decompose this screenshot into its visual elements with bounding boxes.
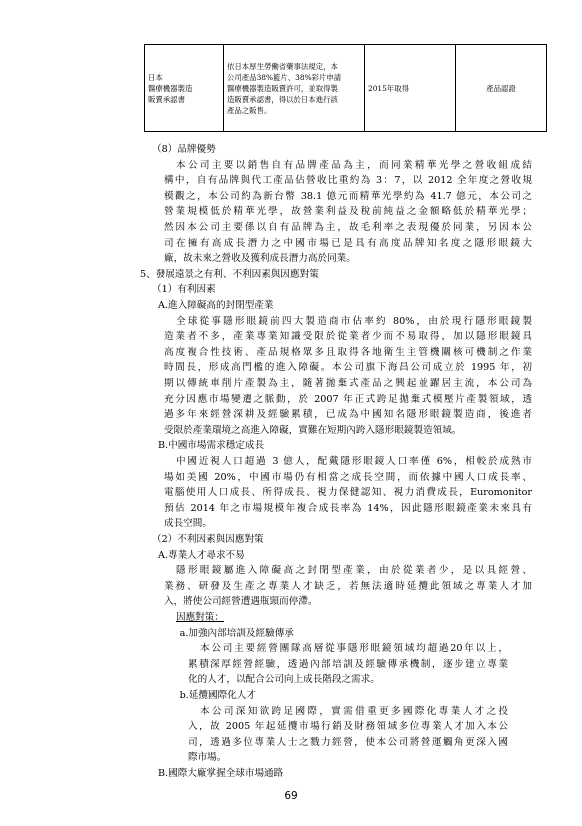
underlined-heading: 因應對策：: [176, 612, 224, 623]
text-line: A.進入障礙高的封閉型產業: [158, 300, 274, 311]
text-line: 司，透過多位專業人士之戮力經營，使本公司將營運觸角更深入國: [188, 736, 508, 748]
text-line: 全球從事隱形眼鏡前四大製造商市佔率約 80%，由於現行隱形眼鏡製: [176, 315, 532, 327]
text-line: 造業者不多，產業專業知識受限於從業者少而不易取得，加以隱形眼鏡具: [164, 331, 532, 343]
text-line: 廠，故未來之營收及獲利成長潛力高於同業。: [164, 253, 356, 265]
text-line: 本公司深知欲跨足國際，實需借重更多國際化專業人才之投: [200, 705, 508, 717]
text-line: 隱形眼鏡屬進入障礙高之封閉型產業，由於從業者少，是以具經營、: [176, 565, 532, 577]
text-line: 然因本公司主要係以自有品牌為主，故毛利率之表現優於同業，另因本公: [164, 222, 532, 233]
text-line: 業務、研發及生產之專業人才缺乏，若無法適時延攬此領域之專業人才加: [164, 580, 532, 592]
text-line: 預估 2014 年之市場規模年複合成長率為 14%，因此隱形眼鏡產業未來具有: [164, 502, 532, 514]
cert-description-cell: [224, 45, 365, 132]
text-line: 中國近視人口超過 3 億人，配戴隱形眼鏡人口率僅 6%，相較於成熟市: [176, 456, 532, 467]
cell-line: 醫療機器製造販賣許可，並取得製: [227, 83, 338, 93]
text-line: b.延攬國際化人才: [179, 690, 256, 701]
cert-type-cell: 產品認證: [456, 45, 547, 132]
text-line: 過多年來經營深耕及經驗累積，已成為中國知名隱形眼鏡製造商，後進者: [164, 409, 532, 421]
text-line: 期以傳統車削片產製為主，隨著拋棄式產品之興起並躍居主流，本公司為: [164, 378, 532, 389]
table-row: [145, 45, 547, 132]
text-line: 構中，自有品牌與代工產品佔營收比重約為 3：7，以 2012 全年度之營收規: [164, 175, 532, 187]
text-line: a.加強內部培訓及經驗傳承: [179, 627, 294, 639]
cell-line: 販賣承認書: [148, 94, 185, 104]
text-line: 本公司主要經營團隊高層從事隱形眼鏡領域均超過20年以上，: [200, 643, 508, 655]
text-line: 司在擁有高成長潛力之中國市場已是具有高度品牌知名度之隱形眼鏡大: [164, 237, 532, 249]
text-line: （8）品牌優勢: [152, 144, 216, 155]
cell-line: 日本: [148, 72, 163, 82]
text-line: 際市場。: [188, 752, 227, 764]
text-line: 場如美國 20%，中國市場仍有相當之成長空間，而依據中國人口成長率、: [164, 471, 532, 483]
text-line: （2）不利因素與因應對策: [152, 534, 264, 545]
text-line: 電腦使用人口成長、所得成長、視力保健認知、視力消費成長，Euromonitor: [164, 487, 532, 499]
text-line: B.國際大廠掌握全球市場通路: [158, 768, 284, 779]
text-line: 累積深厚經營經驗，透過內部培訓及經驗傳承機制，逐步建立專業: [188, 658, 508, 670]
text-line: 受限於產業環境之高進入障礙，實難在短期內跨入隱形眼鏡製造領域。: [164, 424, 462, 436]
cert-name-cell: [145, 45, 224, 132]
text-line: 模觀之，本公司約為新台幣 38.1 億元而精華光學約為 41.7 億元，本公司之: [164, 190, 532, 202]
text-line: 時間長，形成高門檻的進入障礙。本公司旗下海昌公司成立於 1995 年，初: [164, 362, 532, 374]
text-line: A.專業人才尋求不易: [158, 549, 245, 561]
text-line: （1）有利因素: [152, 284, 216, 296]
text-line: B.中國市場需求穩定成長: [158, 440, 265, 452]
certification-table: [144, 44, 547, 132]
text-line: 成長空間。: [164, 518, 212, 530]
cell-line: 依日本厚生勞働省藥事法規定，本: [227, 61, 338, 71]
cell-line: 公司產品38%籃片、38%彩片申請: [227, 72, 342, 82]
cert-date-cell: 2015年取得: [365, 45, 456, 132]
text-line: 化的人才，以配合公司向上成長階段之需求。: [188, 674, 380, 686]
text-line: 高度複合性技術、產品規格眾多且取得各地衛生主管機關核可機制之作業: [164, 346, 532, 358]
text-line: 營業規模低於精華光學，故營業利益及稅前純益之金額略低於精華光學；: [164, 206, 532, 218]
text-line: 本公司主要以銷售自有品牌產品為主，而同業精華光學之營收組成結: [176, 159, 532, 171]
text-line: 充分因應市場變遷之脈動，於 2007 年正式跨足拋棄式模壓片產製領域，透: [164, 393, 532, 405]
text-line: 5、發展遠景之有利、不利因素與因應對策: [140, 268, 319, 280]
cell-line: 造販賣承認書，得以於日本進行該: [227, 94, 338, 104]
text-line: 入，將使公司經營遭遇瓶頸而停滯。: [164, 596, 318, 608]
text-line: 入，故 2005 年起延攬市場行銷及財務領域多位專業人才加入本公: [188, 721, 508, 733]
page-number: 69: [284, 790, 298, 802]
cell-line: 產品之販售。: [227, 105, 272, 115]
cell-line: 醫療機器製造: [148, 83, 193, 93]
